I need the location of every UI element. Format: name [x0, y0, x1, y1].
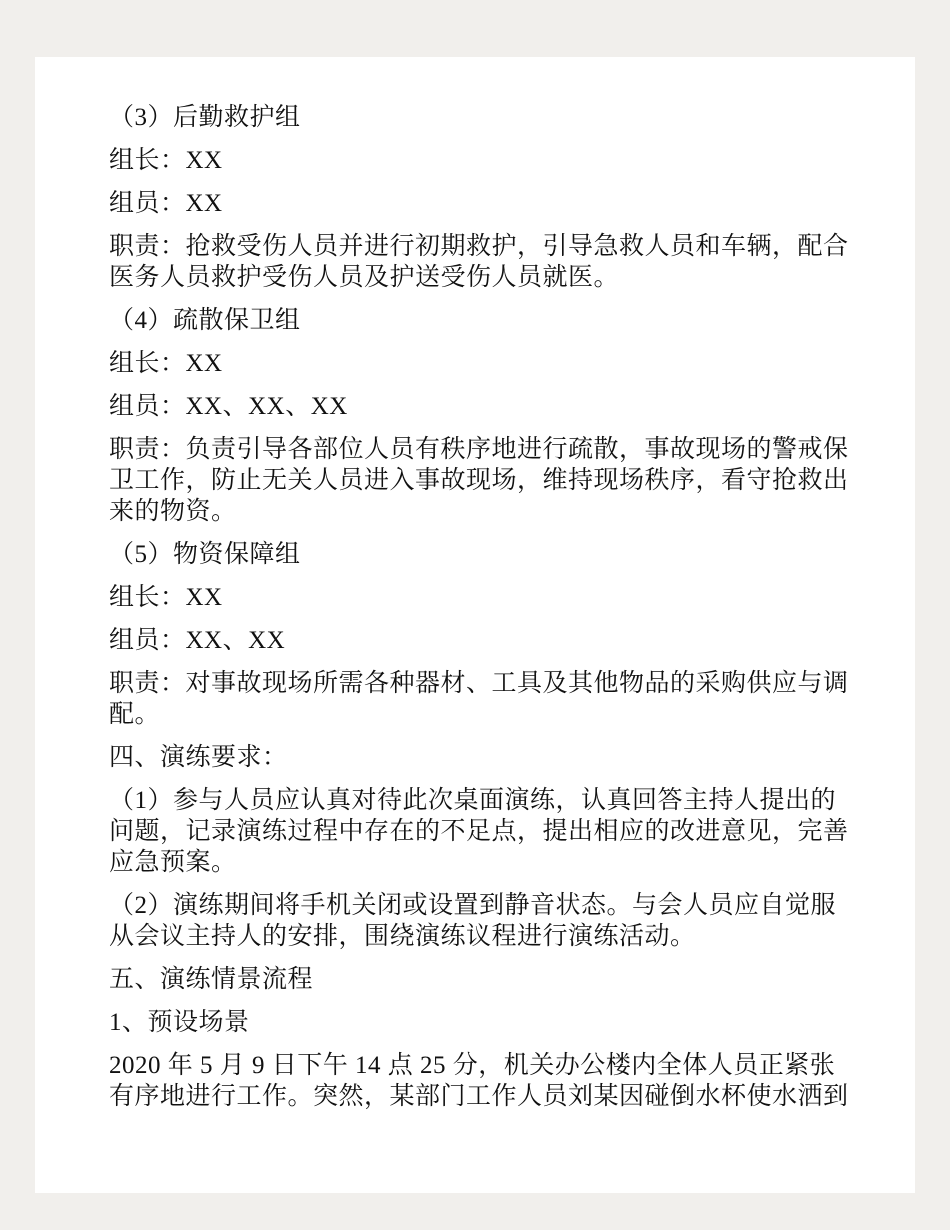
group-leader-line: 组长：XX — [109, 584, 223, 611]
group-members-line: 组员：XX — [109, 190, 223, 217]
group-heading-logistics-rescue: （3）后勤救护组 — [109, 104, 301, 131]
requirement-item-2: （2）演练期间将手机关闭或设置到静音状态。与会人员应自觉服从会议主持人的安排，围绕演练议程进行演练活动。 — [109, 892, 837, 950]
subsection-heading-preset-scene: 1、预设场景 — [109, 1009, 250, 1036]
group-heading-material-support: （5）物资保障组 — [109, 541, 301, 568]
group-heading-evacuation-security: （4）疏散保卫组 — [109, 307, 301, 334]
group-duties-paragraph: 职责：抢救受伤人员并进行初期救护，引导急救人员和车辆，配合医务人员救护受伤人员及护送受伤人员就医。 — [109, 233, 849, 291]
group-members-line: 组员：XX、XX、XX — [109, 393, 348, 420]
section-heading-drill-scenario-flow: 五、演练情景流程 — [109, 966, 314, 993]
scenario-description-paragraph: 2020 年 5 月 9 日下午 14 点 25 分，机关办公楼内全体人员正紧张有序地进行工作。突然，某部门工作人员刘某因碰倒水杯使水洒到 — [109, 1052, 849, 1110]
group-duties-paragraph: 职责：负责引导各部位人员有秩序地进行疏散，事故现场的警戒保卫工作，防止无关人员进入事故现场，维持现场秩序，看守抢救出来的物资。 — [109, 436, 849, 525]
section-heading-drill-requirements: 四、演练要求： — [109, 744, 288, 771]
group-leader-line: 组长：XX — [109, 350, 223, 377]
group-leader-line: 组长：XX — [109, 147, 223, 174]
group-members-line: 组员：XX、XX — [109, 627, 286, 654]
document-page — [35, 57, 915, 1193]
group-duties-paragraph: 职责：对事故现场所需各种器材、工具及其他物品的采购供应与调配。 — [109, 670, 849, 728]
document-content — [35, 57, 915, 1193]
requirement-item-1: （1）参与人员应认真对待此次桌面演练，认真回答主持人提出的问题，记录演练过程中存在的不足点，提出相应的改进意见，完善应急预案。 — [109, 787, 849, 876]
